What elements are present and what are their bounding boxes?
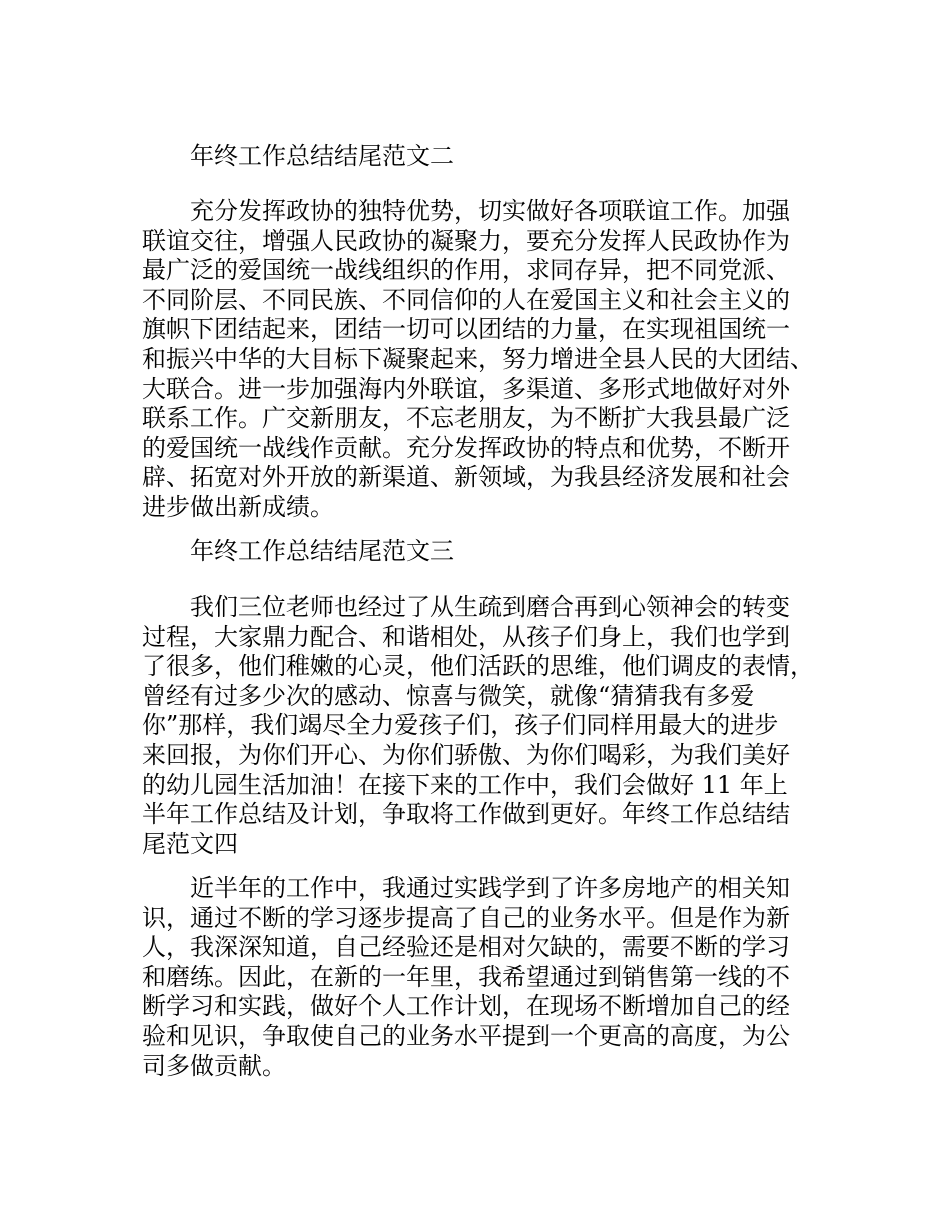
section-heading-3 xyxy=(142,537,832,565)
paragraph-line: 过程，大家鼎力配合、和谐相处，从孩子们身上，我们也学到 xyxy=(142,622,790,651)
section-heading-2 xyxy=(142,142,832,170)
paragraph-line: 旗帜下团结起来，团结一切可以团结的力量，在实现祖国统一 xyxy=(142,315,790,344)
paragraph-line: 半年工作总结及计划，争取将工作做到更好。年终工作总结结 xyxy=(142,800,790,829)
section-title: 年终工作总结结尾范文二 xyxy=(190,142,454,170)
paragraph-line: 不同阶层、不同民族、不同信仰的人在爱国主义和社会主义的 xyxy=(142,285,790,314)
paragraph-line: 了很多，他们稚嫩的心灵，他们活跃的思维，他们调皮的表情， xyxy=(142,652,814,681)
paragraph-line: 最广泛的爱国统一战线组织的作用，求同存异，把不同党派、 xyxy=(142,256,790,285)
paragraph-line: 尾范文四 xyxy=(142,829,238,858)
section-paragraph-3 xyxy=(142,593,832,859)
paragraph-line: 近半年的工作中，我通过实践学到了许多房地产的相关知 xyxy=(190,874,790,902)
paragraph-line: 断学习和实践，做好个人工作计划，在现场不断增加自己的经 xyxy=(142,992,790,1021)
paragraph-line: 联系工作。广交新朋友，不忘老朋友，为不断扩大我县最广泛 xyxy=(142,404,790,433)
paragraph-line: 司多做贡献。 xyxy=(142,1051,286,1080)
paragraph-line: 联谊交往，增强人民政协的凝聚力，要充分发挥人民政协作为 xyxy=(142,226,790,255)
paragraph-line: 充分发挥政协的独特优势，切实做好各项联谊工作。加强 xyxy=(190,197,790,225)
paragraph-line: 和磨练。因此，在新的一年里，我希望通过到销售第一线的不 xyxy=(142,962,790,991)
paragraph-line: 曾经有过多少次的感动、惊喜与微笑，就像“猜猜我有多爱 xyxy=(142,681,755,710)
section-title: 年终工作总结结尾范文三 xyxy=(190,537,454,565)
section-paragraph-4 xyxy=(142,874,832,1081)
paragraph-line: 大联合。进一步加强海内外联谊，多渠道、多形式地做好对外 xyxy=(142,374,790,403)
paragraph-line: 我们三位老师也经过了从生疏到磨合再到心领神会的转变 xyxy=(190,593,790,621)
paragraph-line: 进步做出新成绩。 xyxy=(142,492,334,521)
paragraph-line: 来回报，为你们开心、为你们骄傲、为你们喝彩，为我们美好 xyxy=(142,740,790,769)
paragraph-line: 辟、拓宽对外开放的新渠道、新领域，为我县经济发展和社会 xyxy=(142,463,790,492)
paragraph-line: 识，通过不断的学习逐步提高了自己的业务水平。但是作为新 xyxy=(142,903,790,932)
section-paragraph-2 xyxy=(142,197,832,523)
paragraph-line: 验和见识，争取使自己的业务水平提到一个更高的高度，为公 xyxy=(142,1021,790,1050)
paragraph-line: 人，我深深知道，自己经验还是相对欠缺的，需要不断的学习 xyxy=(142,933,790,962)
paragraph-line: 的爱国统一战线作贡献。充分发挥政协的特点和优势，不断开 xyxy=(142,433,790,462)
paragraph-line: 的幼儿园生活加油！在接下来的工作中，我们会做好 11 年上 xyxy=(142,770,788,799)
paragraph-line: 你”那样，我们竭尽全力爱孩子们，孩子们同样用最大的进步 xyxy=(142,711,779,740)
paragraph-line: 和振兴中华的大目标下凝聚起来，努力增进全县人民的大团结、 xyxy=(142,344,814,373)
